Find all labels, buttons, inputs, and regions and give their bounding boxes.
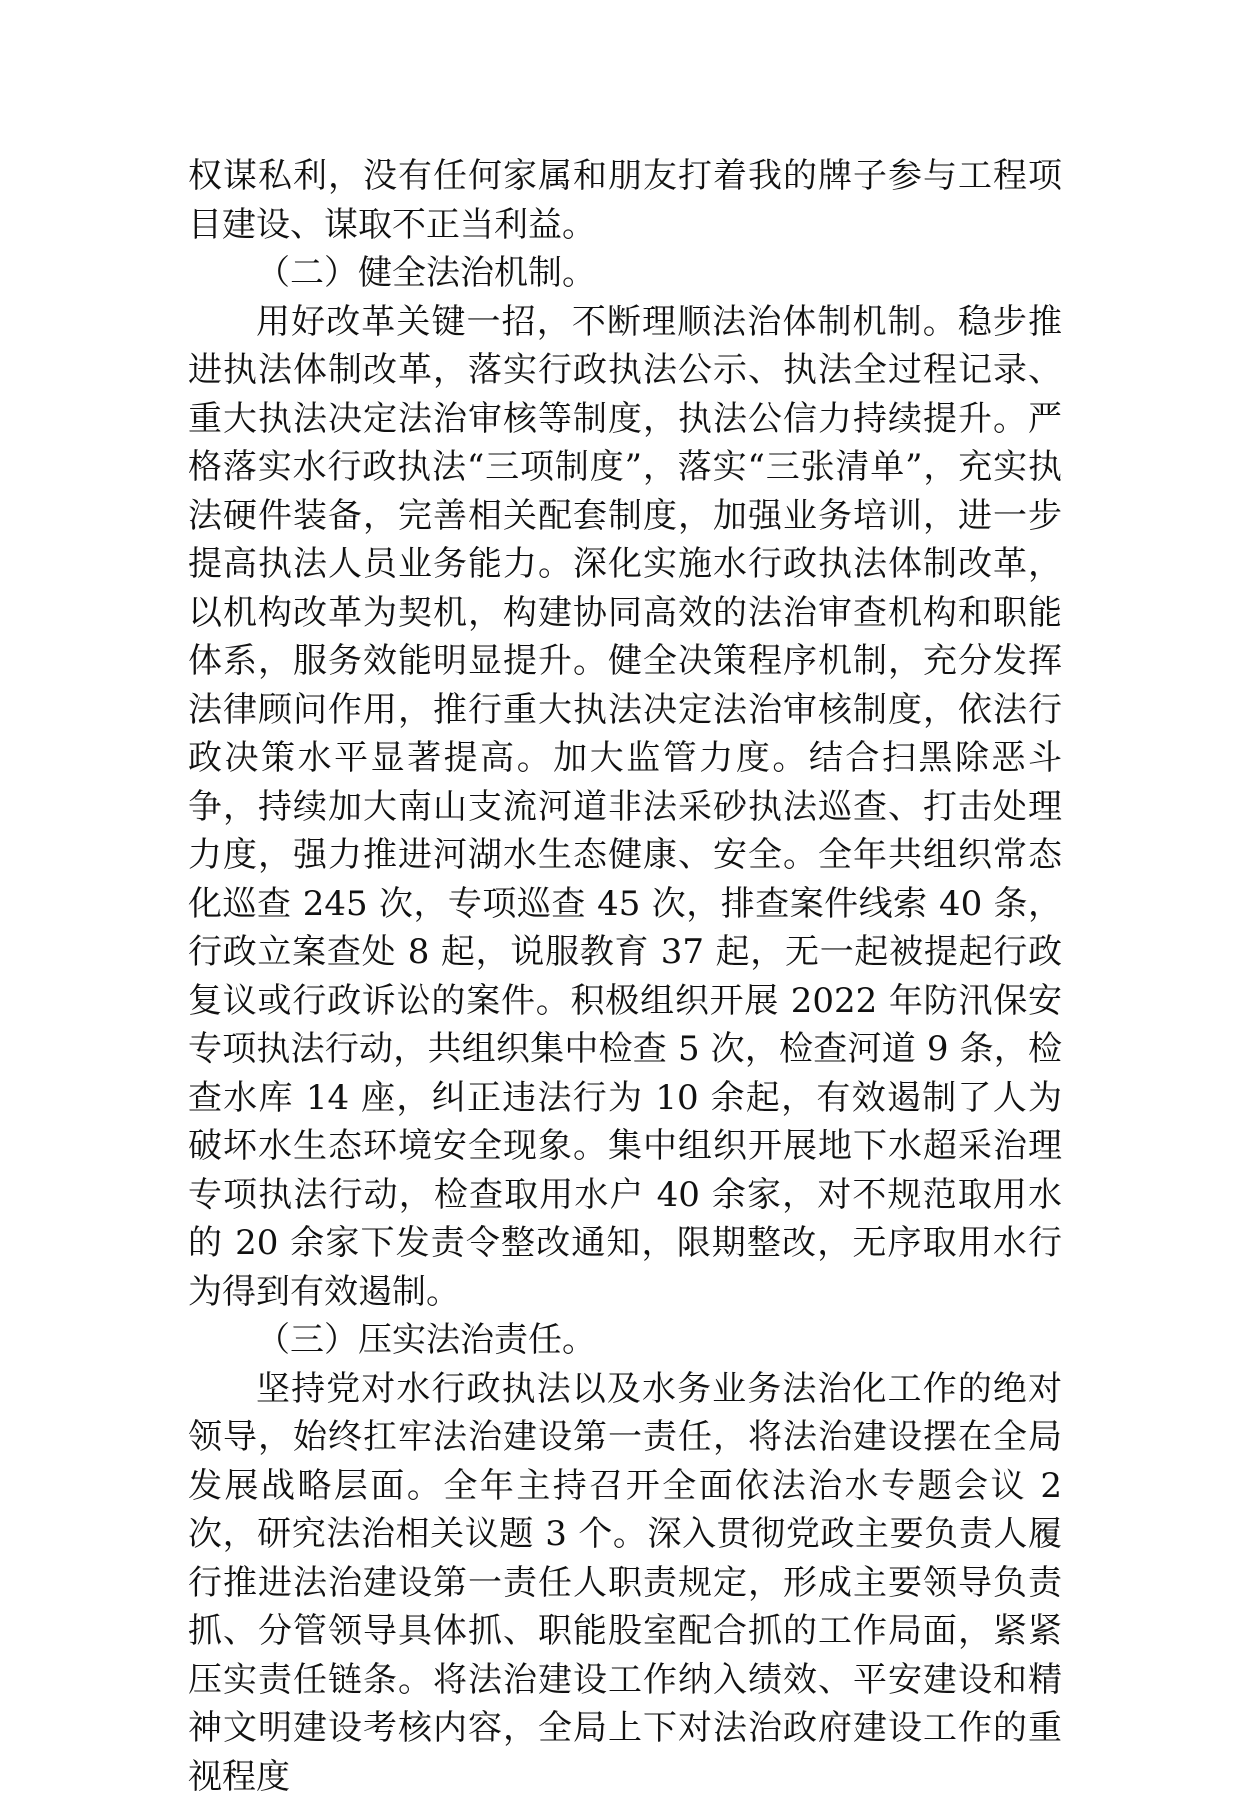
paragraph-continuation: 权谋私利，没有任何家属和朋友打着我的牌子参与工程项目建设、谋取不正当利益。 (188, 152, 1062, 249)
section-heading-2: （二）健全法治机制。 (188, 249, 1062, 298)
document-body (188, 152, 1062, 1801)
paragraph-legal-responsibility: 坚持党对水行政执法以及水务业务法治化工作的绝对领导，始终扛牢法治建设第一责任，将法治建设摆在全局发展战略层面。全年主持召开全面依法治水专题会议 2 次，研究法治相关议题 3 个。深入贯彻党政主要负责人履行推进法治建设第一责任人职责规定，形成主要领导负责抓、分管领导具体抓、职能股室配合抓的工作局面，紧紧压实责任链条。将法治建设工作纳入绩效、平安建设和精神文明建设考核内容，全局上下对法治政府建设工作的重视程度 (188, 1365, 1062, 1801)
section-heading-3: （三）压实法治责任。 (188, 1316, 1062, 1365)
paragraph-legal-mechanism: 用好改革关键一招，不断理顺法治体制机制。稳步推进执法体制改革，落实行政执法公示、执法全过程记录、重大执法决定法治审核等制度，执法公信力持续提升。严格落实水行政执法“三项制度”，落实“三张清单”，充实执法硬件装备，完善相关配套制度，加强业务培训，进一步提高执法人员业务能力。深化实施水行政执法体制改革，以机构改革为契机，构建协同高效的法治审查机构和职能体系，服务效能明显提升。健全决策程序机制，充分发挥法律顾问作用，推行重大执法决定法治审核制度，依法行政决策水平显著提高。加大监管力度。结合扫黑除恶斗争，持续加大南山支流河道非法采砂执法巡查、打击处理力度，强力推进河湖水生态健康、安全。全年共组织常态化巡查 245 次，专项巡查 45 次，排查案件线索 40 条，行政立案查处 8 起，说服教育 37 起，无一起被提起行政复议或行政诉讼的案件。积极组织开展 2022 年防汛保安专项执法行动，共组织集中检查 5 次，检查河道 9 条，检查水库 14 座，纠正违法行为 10 余起，有效遏制了人为破坏水生态环境安全现象。集中组织开展地下水超采治理专项执法行动，检查取用水户 40 余家，对不规范取用水的 20 余家下发责令整改通知，限期整改，无序取用水行为得到有效遏制。 (188, 298, 1062, 1317)
